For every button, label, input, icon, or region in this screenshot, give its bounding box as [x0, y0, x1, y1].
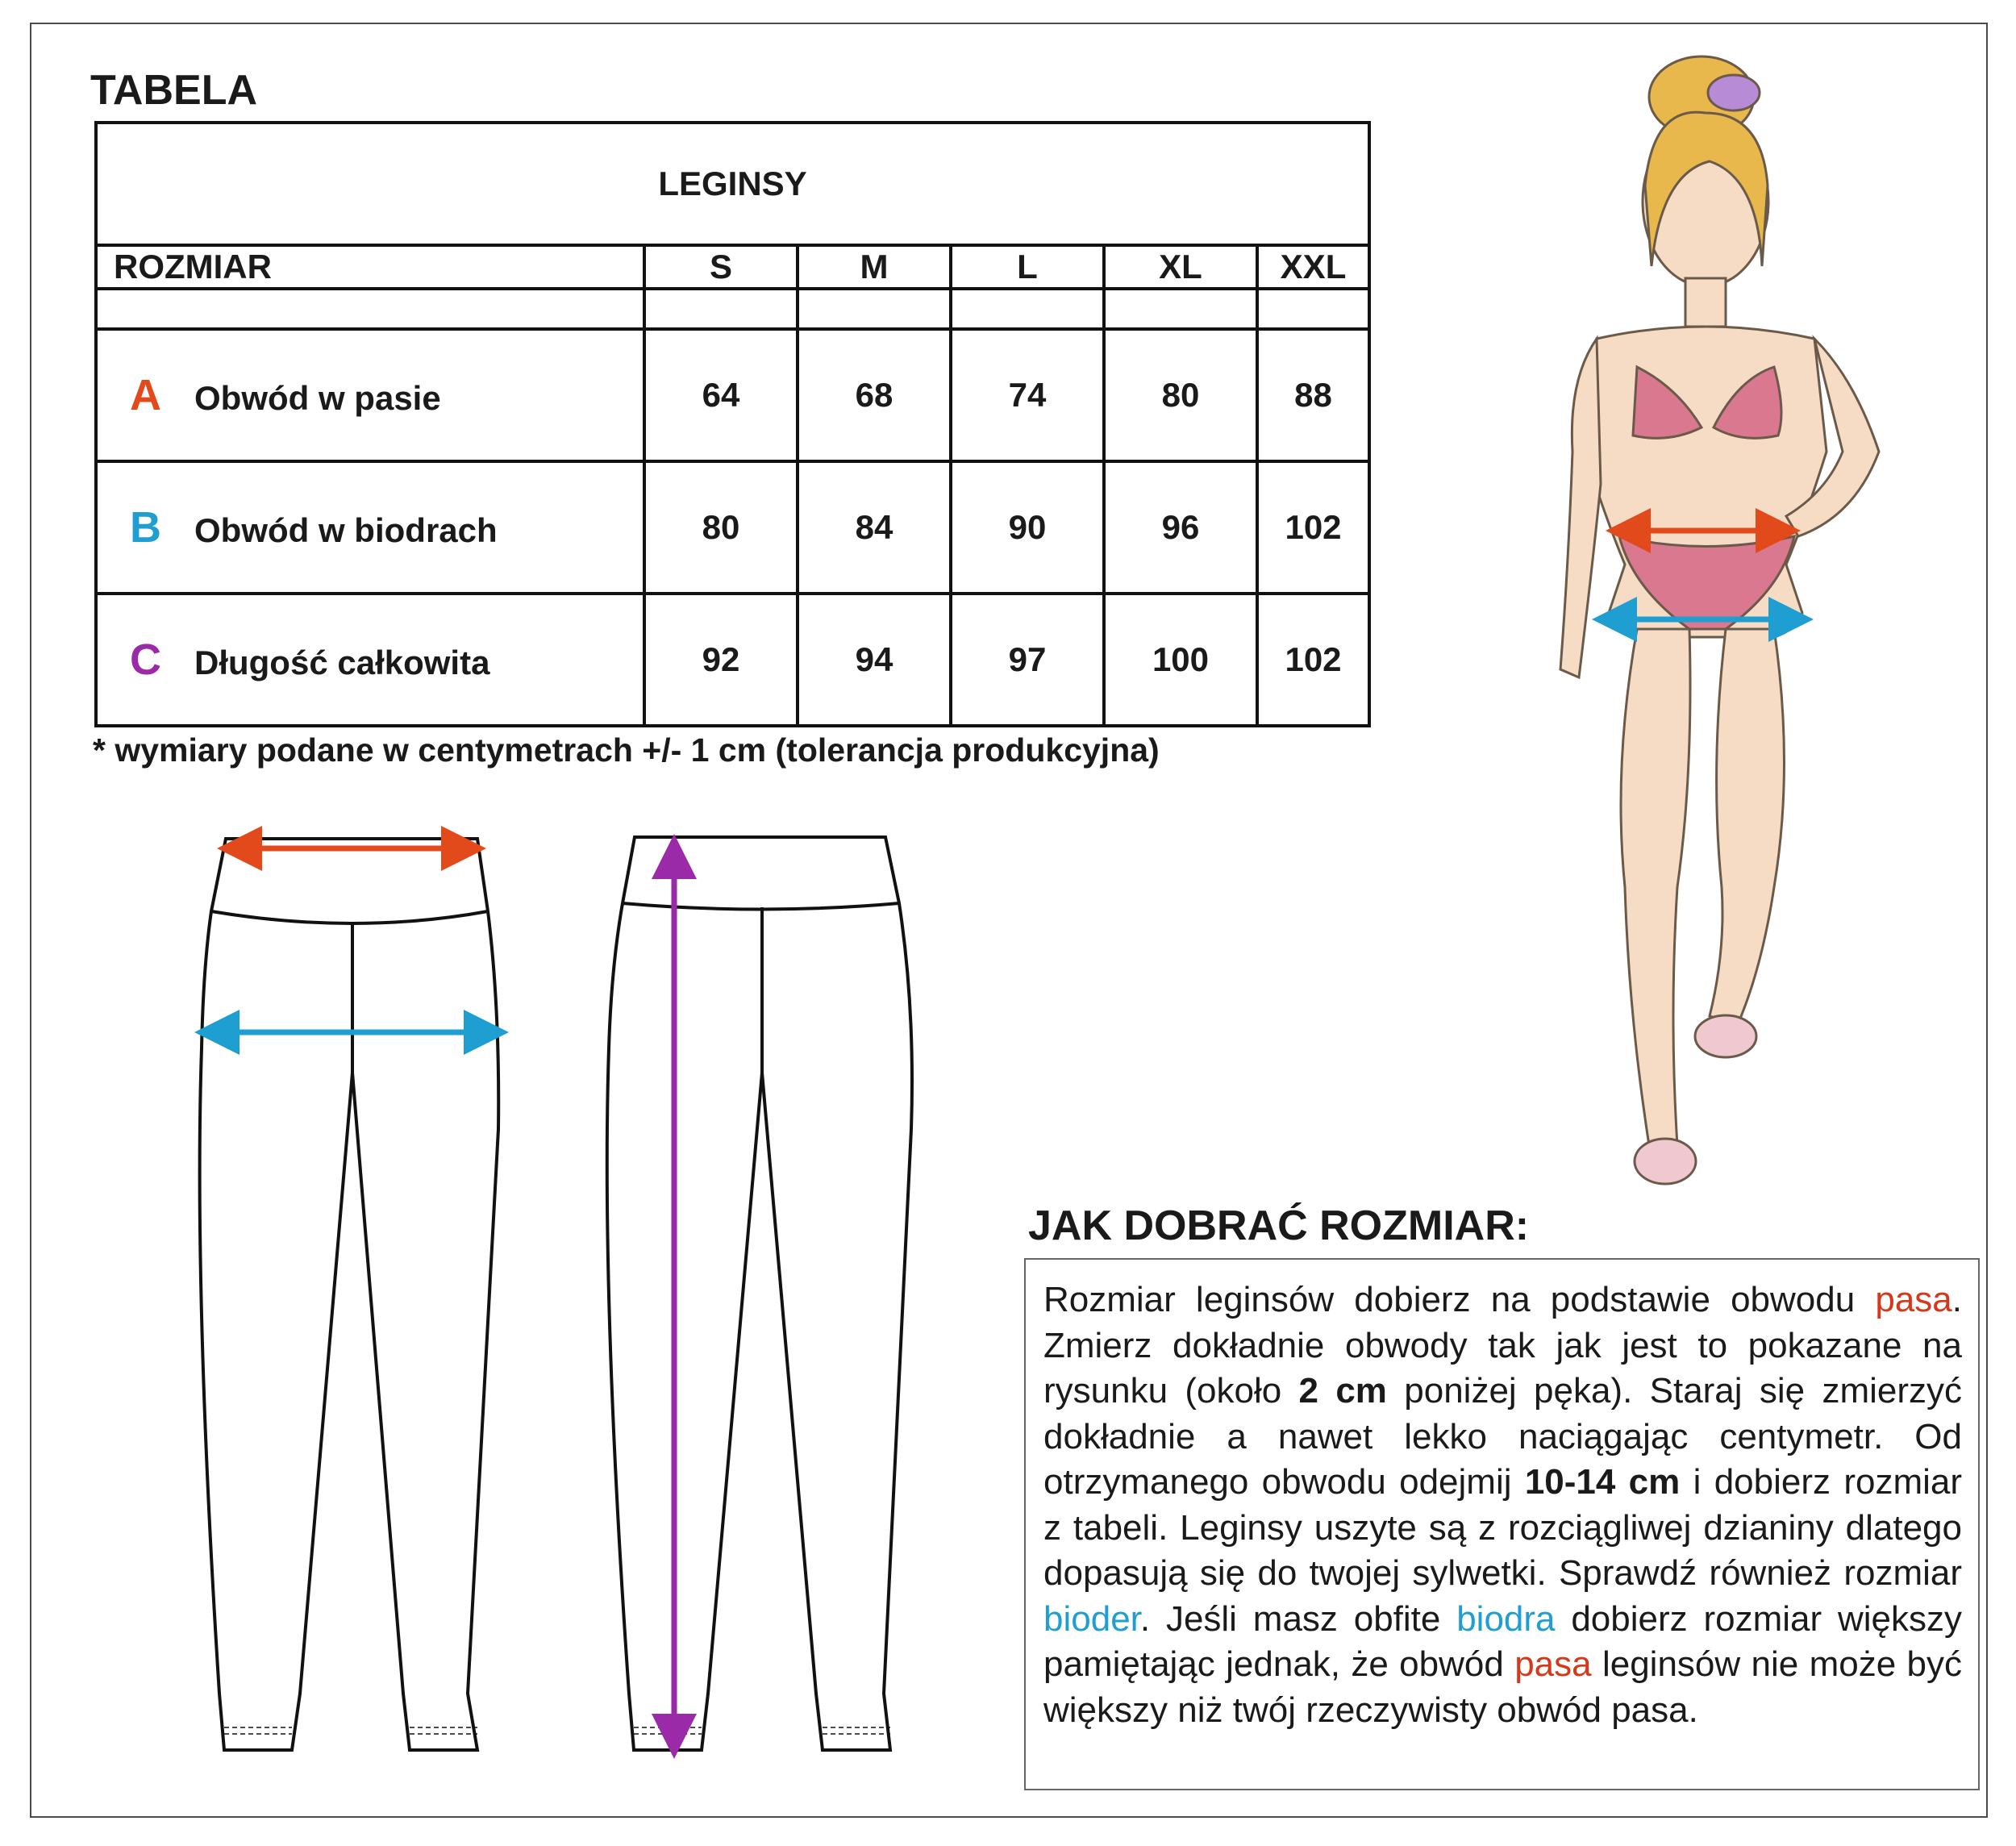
text-segment: Rozmiar leginsów dobierz na podstawie obwodu	[1043, 1280, 1876, 1319]
row-name: Obwód w biodrach	[194, 511, 498, 549]
product-name: LEGINSY	[96, 123, 1369, 245]
row-letter-a: A	[130, 371, 161, 419]
size-header: XXL	[1257, 245, 1369, 289]
text-segment: . Zmierz dokładnie obwody tak jak jest to pokazane na rysunku (około	[1043, 1280, 1962, 1411]
bold-value: 2 cm	[1298, 1371, 1387, 1411]
table-cell: 80	[1104, 329, 1257, 461]
text-segment: dobierz rozmiar większy pamiętając jednak, że obwód	[1043, 1598, 1962, 1684]
size-header: L	[951, 245, 1104, 289]
leggings-front-drawing	[200, 839, 499, 1750]
highlight-hips: bioder	[1043, 1598, 1140, 1639]
table-cell: 84	[798, 461, 951, 594]
row-name: Obwód w pasie	[194, 379, 441, 417]
text-segment: poniżej pęka). Staraj się zmierzyć dokładnie a nawet lekko naciągając centymetr. Od otrzymanego obwodu odejmij	[1043, 1371, 1962, 1502]
size-header: M	[798, 245, 951, 289]
highlight-waist: pasa	[1875, 1280, 1952, 1319]
table-cell: 97	[951, 594, 1104, 726]
text-segment: leginsów nie może być większy niż twój rzeczywisty obwód pasa.	[1043, 1644, 1962, 1730]
size-label: ROZMIAR	[96, 245, 644, 289]
measurement-note: * wymiary podane w centymetrach +/- 1 cm (tolerancja produkcyjna)	[93, 731, 1160, 769]
text-segment: . Jeśli masz obfite	[1139, 1598, 1457, 1639]
row-name: Długość całkowita	[194, 644, 490, 681]
table-cell: 80	[644, 461, 798, 594]
table-cell: 94	[798, 594, 951, 726]
page-title: TABELA	[90, 67, 258, 114]
bold-value: 10-14 cm	[1524, 1462, 1681, 1502]
row-letter-b: B	[130, 503, 161, 552]
table-cell: 88	[1257, 329, 1369, 461]
table-cell: 74	[951, 329, 1104, 461]
size-header: S	[644, 245, 798, 289]
highlight-waist: pasa	[1514, 1644, 1592, 1684]
size-header: XL	[1104, 245, 1257, 289]
table-cell: 90	[951, 461, 1104, 594]
leggings-back-drawing	[607, 837, 912, 1750]
highlight-hips: biodra	[1456, 1598, 1556, 1639]
table-cell: 64	[644, 329, 798, 461]
table-cell: 68	[798, 329, 951, 461]
table-cell: 96	[1104, 461, 1257, 594]
table-cell: 100	[1104, 594, 1257, 726]
text-segment: i dobierz rozmiar z tabeli. Leginsy uszyte są z rozciągliwej dzianiny dlatego dopasują się do twojej sylwetki. Sprawdź również rozmiar	[1043, 1462, 1962, 1593]
howto-text	[1024, 1258, 1980, 1790]
table-cell: 102	[1257, 461, 1369, 594]
row-letter-c: C	[130, 635, 161, 684]
table-cell: 92	[644, 594, 798, 726]
table-cell: 102	[1257, 594, 1369, 726]
howto-title: JAK DOBRAĆ ROZMIAR:	[1028, 1202, 1530, 1249]
